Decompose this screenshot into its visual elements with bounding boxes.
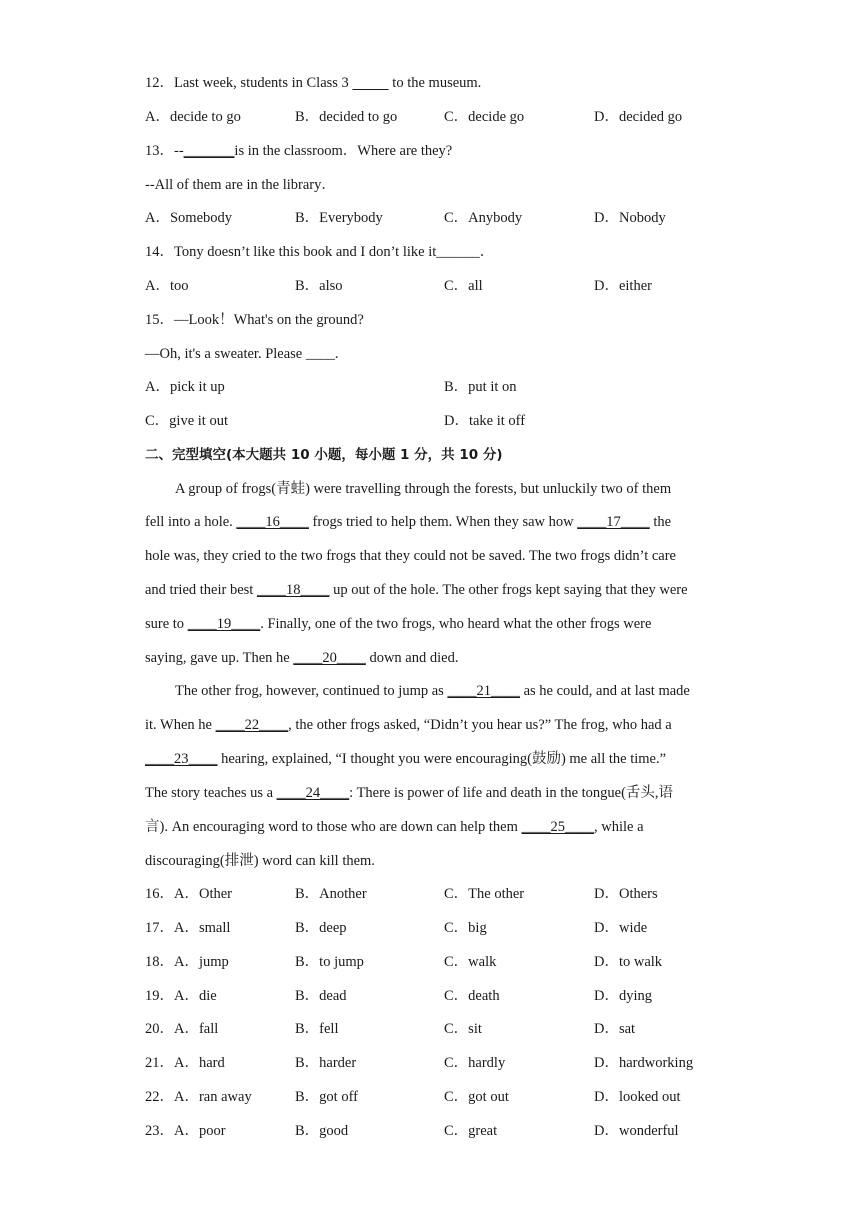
option-a[interactable]: 22．A．ran away (145, 1089, 252, 1105)
passage-line (145, 749, 666, 769)
cloze-options-23 (145, 1121, 745, 1141)
blank-25: ____25____ (521, 819, 594, 835)
option-b[interactable]: B．fell (295, 1021, 339, 1037)
option-d[interactable]: D．Nobody (594, 210, 666, 226)
passage-text: fell into a hole. (145, 514, 237, 530)
question-15-options-row2 (145, 411, 745, 431)
question-15-stem: 15．—Look！What's on the ground? (145, 312, 364, 328)
option-d[interactable]: D．Others (594, 886, 658, 902)
option-b[interactable]: B．put it on (444, 379, 517, 395)
option-b[interactable]: B．also (295, 278, 343, 294)
question-13-options (145, 208, 745, 228)
blank-20: ____20____ (293, 650, 366, 666)
option-c[interactable]: C．Anybody (444, 210, 523, 226)
option-d[interactable]: D．wonderful (594, 1123, 679, 1139)
option-d[interactable]: D．sat (594, 1021, 636, 1037)
option-b[interactable]: B．dead (295, 988, 347, 1004)
option-d[interactable]: D．wide (594, 920, 648, 936)
passage-text: . Finally, one of the two frogs, who heard what the other frogs were (260, 616, 652, 632)
passage-text: The story teaches us a (145, 785, 277, 801)
passage-text: the (649, 514, 672, 530)
passage-line (145, 648, 458, 668)
option-c[interactable]: C．decide go (444, 109, 525, 125)
option-d[interactable]: D．take it off (444, 413, 526, 429)
passage-text: down and died. (365, 650, 459, 666)
cloze-options-16 (145, 884, 745, 904)
passage-line (145, 580, 688, 600)
passage-text: , the other frogs asked, “Didn’t you hear us?” The frog, who had a (288, 717, 672, 733)
option-a[interactable]: 21．A．hard (145, 1055, 225, 1071)
passage-text: The other frog, however, continued to jump as (175, 683, 448, 699)
option-b[interactable]: B．got off (295, 1089, 358, 1105)
question-15-line2: —Oh, it's a sweater. Please ____. (145, 346, 339, 362)
option-b[interactable]: B．Another (295, 886, 367, 902)
cloze-options-22 (145, 1087, 745, 1107)
option-a[interactable]: A．Somebody (145, 210, 232, 226)
passage-line (145, 512, 671, 532)
option-a[interactable]: 16．A．Other (145, 886, 232, 902)
answer-blank: _______ (183, 143, 235, 159)
blank-24: ____24____ (276, 785, 350, 801)
blank-17: ____17____ (577, 514, 650, 530)
question-12-stem (145, 73, 481, 93)
question-12-options (145, 107, 745, 127)
passage-line (175, 681, 690, 701)
passage-text: frogs tried to help them. When they saw how (308, 514, 578, 530)
question-13-stem (145, 141, 452, 161)
passage-line (145, 614, 651, 634)
option-c[interactable]: C．hardly (444, 1055, 506, 1071)
passage-line (145, 817, 644, 837)
blank-21: ____21____ (447, 683, 520, 699)
section-heading-cloze: 二、完型填空(本大题共 10 小题，每小题 1 分，共 10 分) (145, 447, 503, 463)
option-a[interactable]: 17．A．small (145, 920, 231, 936)
option-c[interactable]: C．give it out (145, 413, 228, 429)
passage-text: saying, gave up. Then he (145, 650, 294, 666)
option-b[interactable]: B．to jump (295, 954, 364, 970)
option-d[interactable]: D．hardworking (594, 1055, 694, 1071)
option-c[interactable]: C．death (444, 988, 500, 1004)
option-c[interactable]: C．great (444, 1123, 498, 1139)
option-a[interactable]: 20．A．fall (145, 1021, 219, 1037)
passage-text: , while a (594, 819, 644, 835)
passage-line: hole was, they cried to the two frogs that they could not be saved. The two frogs didn’t care (145, 548, 676, 564)
option-a[interactable]: A．pick it up (145, 379, 225, 395)
option-c[interactable]: C．walk (444, 954, 497, 970)
question-14-stem: 14．Tony doesn’t like this book and I don’t like it______． (145, 244, 495, 260)
question-13-line2: --All of them are in the library． (145, 177, 336, 193)
passage-text: hearing, explained, “I thought you were encouraging(鼓励) me all the time.” (217, 751, 667, 767)
question-text: to the museum. (388, 75, 482, 91)
passage-text: 言). An encouraging word to those who are down can help them (145, 819, 522, 835)
option-c[interactable]: C．The other (444, 886, 525, 902)
answer-blank (352, 75, 388, 91)
blank-22: ____22____ (215, 717, 289, 733)
option-a[interactable]: A．too (145, 278, 189, 294)
cloze-options-19 (145, 986, 745, 1006)
option-d[interactable]: D．looked out (594, 1089, 681, 1105)
option-d[interactable]: D．decided go (594, 109, 683, 125)
question-14-options (145, 276, 745, 296)
passage-line (145, 715, 672, 735)
question-15-options-row1 (145, 377, 745, 397)
option-b[interactable]: B．decided to go (295, 109, 398, 125)
blank-19: ____19____ (187, 616, 261, 632)
blank-23: ____23____ (145, 751, 218, 767)
option-a[interactable]: 23．A．poor (145, 1123, 226, 1139)
option-c[interactable]: C．all (444, 278, 483, 294)
passage-text: as he could, and at last made (519, 683, 690, 699)
cloze-options-20 (145, 1019, 745, 1039)
passage-text: up out of the hole. The other frogs kept saying that they were (329, 582, 688, 598)
cloze-options-17 (145, 918, 745, 938)
option-a[interactable]: 19．A．die (145, 988, 217, 1004)
passage-text: : There is power of life and death in the tongue(舌头,语 (349, 785, 674, 801)
option-b[interactable]: B．deep (295, 920, 347, 936)
option-a[interactable]: A．decide to go (145, 109, 241, 125)
passage-line: A group of frogs(青蛙) were travelling through the forests, but unluckily two of them (175, 481, 672, 497)
option-c[interactable]: C．got out (444, 1089, 509, 1105)
option-d[interactable]: D．to walk (594, 954, 663, 970)
option-c[interactable]: C．big (444, 920, 487, 936)
option-a[interactable]: 18．A．jump (145, 954, 229, 970)
passage-text: and tried their best (145, 582, 257, 598)
question-text: 12．Last week, students in Class 3 (145, 75, 353, 91)
blank-16: ____16____ (236, 514, 309, 530)
blank-18: ____18____ (256, 582, 330, 598)
question-text: 13．-- (145, 143, 184, 159)
passage-text: it. When he (145, 717, 216, 733)
cloze-options-21 (145, 1053, 745, 1073)
option-b[interactable]: B．good (295, 1123, 349, 1139)
option-c[interactable]: C．sit (444, 1021, 482, 1037)
passage-line (145, 783, 673, 803)
option-d[interactable]: D．dying (594, 988, 652, 1004)
cloze-options-18 (145, 952, 745, 972)
option-b[interactable]: B．Everybody (295, 210, 383, 226)
passage-line: discouraging(排泄) word can kill them. (145, 853, 375, 869)
option-b[interactable]: B．harder (295, 1055, 357, 1071)
option-d[interactable]: D．either (594, 278, 652, 294)
question-text: is in the classroom．Where are they? (234, 143, 453, 159)
passage-text: sure to (145, 616, 188, 632)
